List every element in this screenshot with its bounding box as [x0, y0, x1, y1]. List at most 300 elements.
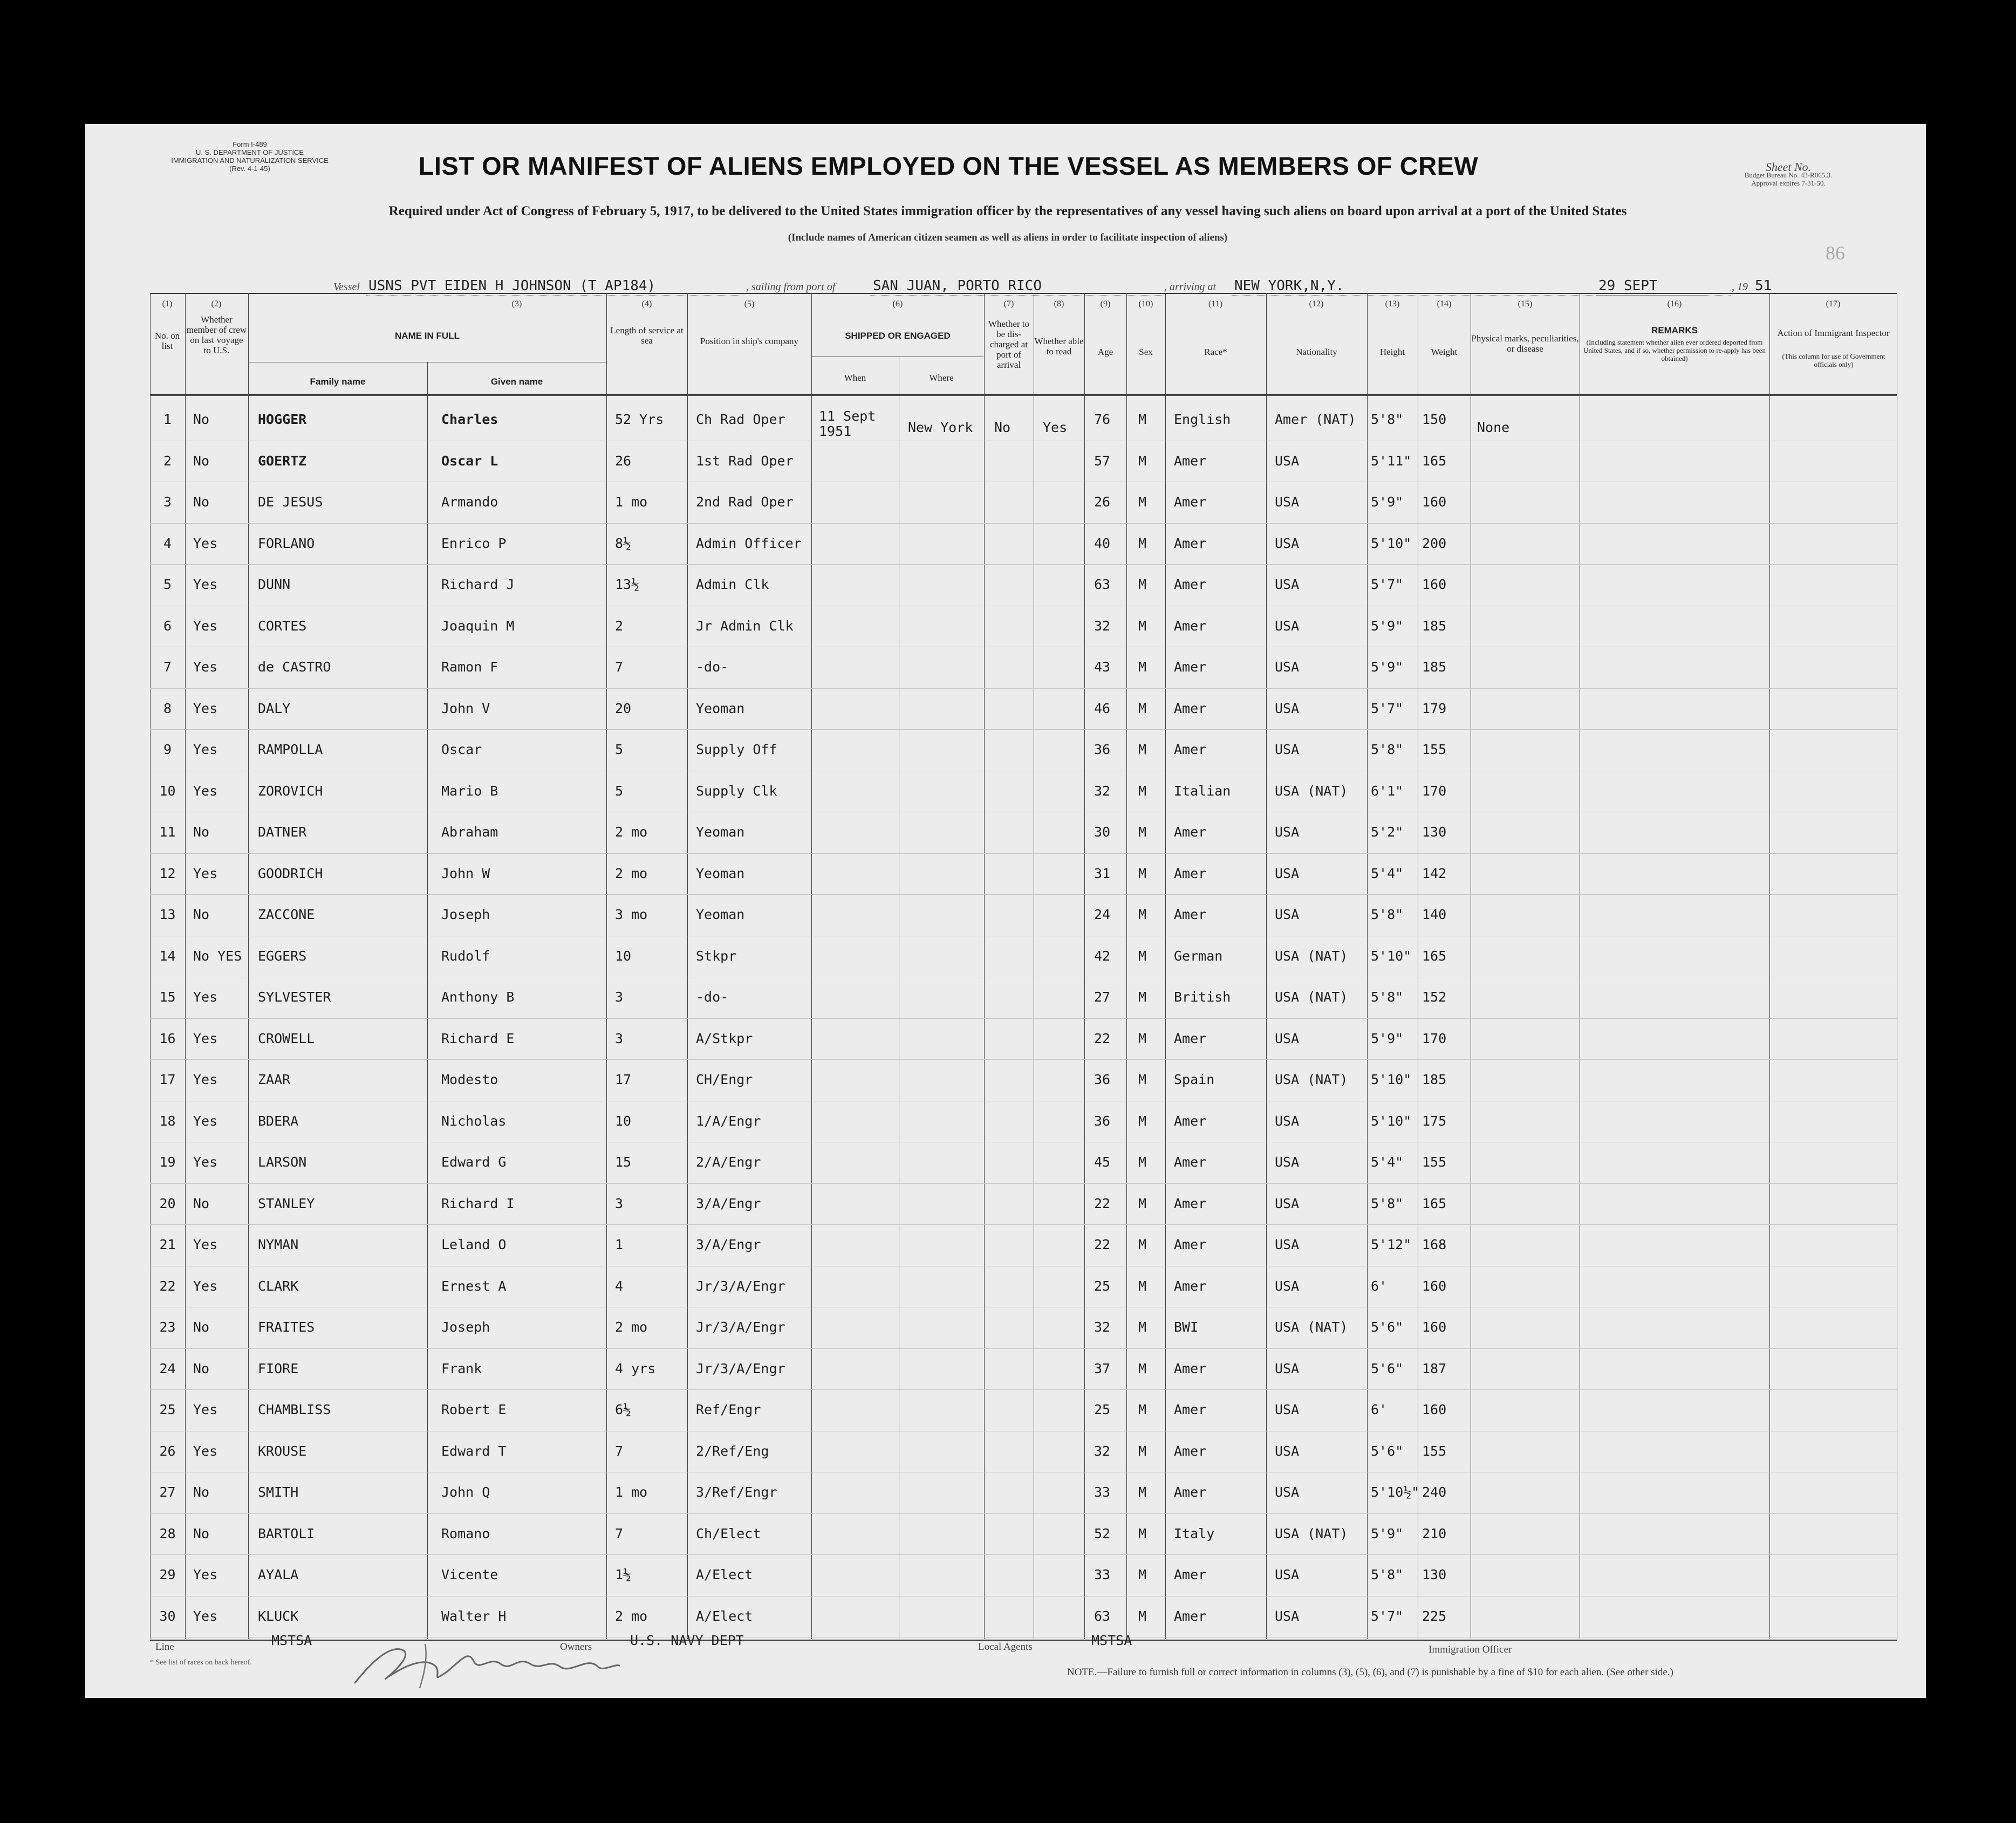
- race: Amer: [1174, 494, 1207, 510]
- penalty-note: NOTE.—Failure to furnish full or correct information in columns (3), (5), (6), and (7) is punishable by a fine of $10 for each alien. (See other side.): [1067, 1667, 1673, 1678]
- age: 26: [1094, 494, 1111, 510]
- sheet-label: Sheet No.: [1765, 160, 1812, 174]
- race: German: [1174, 948, 1223, 964]
- row-number: 16: [159, 1030, 176, 1046]
- position: A/Elect: [696, 1567, 753, 1582]
- race: Amer: [1174, 1113, 1207, 1129]
- sex: M: [1138, 412, 1147, 427]
- row-number: 26: [159, 1443, 176, 1459]
- row-number: 8: [163, 700, 172, 716]
- race: Amer: [1174, 1154, 1207, 1170]
- nationality: USA: [1275, 1030, 1300, 1046]
- length-of-service: 2 mo: [615, 1319, 648, 1335]
- given-name: Vicente: [441, 1567, 498, 1582]
- table-row: [150, 689, 1897, 730]
- length-of-service: 20: [615, 700, 632, 716]
- age: 22: [1094, 1195, 1111, 1211]
- row-number: 3: [163, 494, 172, 510]
- race: Amer: [1174, 824, 1207, 840]
- length-of-service: 5: [615, 783, 624, 799]
- given-name: Robert E: [441, 1402, 507, 1417]
- nationality: USA: [1275, 1567, 1300, 1582]
- column-number: (1): [162, 299, 173, 309]
- column-number: (17): [1826, 299, 1841, 309]
- race: Amer: [1174, 1402, 1207, 1417]
- family-name: FORLANO: [258, 535, 315, 551]
- weight: 130: [1422, 824, 1447, 840]
- weight: 168: [1422, 1237, 1447, 1252]
- sex: M: [1138, 535, 1147, 551]
- length-of-service: 1 mo: [615, 1484, 648, 1500]
- sex: M: [1138, 1195, 1147, 1211]
- table-row: [150, 1390, 1897, 1431]
- table-row: [150, 1019, 1897, 1060]
- nationality: USA (NAT): [1275, 1525, 1348, 1541]
- nationality: USA: [1275, 865, 1300, 881]
- punch-hole: [52, 294, 77, 319]
- column-number: (5): [744, 299, 755, 309]
- position: A/Elect: [696, 1608, 753, 1624]
- given-name: Armando: [441, 494, 498, 510]
- crew-last-voyage: Yes: [193, 742, 218, 757]
- nationality: USA: [1275, 577, 1300, 592]
- sex: M: [1138, 989, 1147, 1005]
- nationality: USA: [1275, 1195, 1300, 1211]
- header-length-of-service: Length of service at sea: [610, 325, 684, 346]
- weight: 160: [1422, 577, 1447, 592]
- position: Yeoman: [696, 907, 745, 922]
- given-name: Ernest A: [441, 1278, 507, 1294]
- given-name: Nicholas: [441, 1113, 507, 1129]
- row-number: 10: [159, 783, 176, 799]
- family-name: KROUSE: [258, 1443, 307, 1459]
- crew-last-voyage: Yes: [193, 1154, 218, 1170]
- row-number: 28: [159, 1525, 176, 1541]
- form-rev: (Rev. 4-1-45): [229, 165, 270, 173]
- table-row: [150, 482, 1897, 524]
- weight: 170: [1422, 783, 1447, 799]
- crew-last-voyage: Yes: [193, 618, 218, 634]
- table-row: [150, 1431, 1897, 1473]
- row-number: 17: [159, 1072, 176, 1087]
- crew-last-voyage: Yes: [193, 1567, 218, 1582]
- row-number: 30: [159, 1608, 176, 1624]
- given-name: Romano: [441, 1525, 490, 1541]
- height: 5'6": [1371, 1360, 1404, 1376]
- header-position: Position in ship's company: [700, 336, 799, 346]
- height: 5'8": [1371, 989, 1404, 1005]
- crew-last-voyage: Yes: [193, 1237, 218, 1252]
- sex: M: [1138, 1154, 1147, 1170]
- sex: M: [1138, 1484, 1147, 1500]
- family-name: NYMAN: [258, 1237, 299, 1252]
- family-name: FIORE: [258, 1360, 299, 1376]
- table-row: [150, 895, 1897, 936]
- position: -do-: [696, 989, 729, 1005]
- race: BWI: [1174, 1319, 1199, 1335]
- race: Amer: [1174, 700, 1207, 716]
- age: 63: [1094, 1608, 1111, 1624]
- row-number: 6: [163, 618, 172, 634]
- position: Supply Clk: [696, 783, 777, 799]
- length-of-service: 2 mo: [615, 865, 648, 881]
- sex: M: [1138, 1567, 1147, 1582]
- age: 25: [1094, 1278, 1111, 1294]
- weight: 175: [1422, 1113, 1447, 1129]
- nationality: USA: [1275, 1484, 1300, 1500]
- nationality: USA (NAT): [1275, 1072, 1348, 1087]
- column-number: (14): [1437, 299, 1452, 309]
- nationality: Amer (NAT): [1275, 412, 1356, 427]
- form-dept: U. S. DEPARTMENT OF JUSTICE: [195, 148, 304, 156]
- punch-hole: [52, 1486, 77, 1511]
- height: 6': [1371, 1278, 1388, 1294]
- age: 46: [1094, 700, 1111, 716]
- column-number: (10): [1138, 299, 1153, 309]
- family-name: CLARK: [258, 1278, 299, 1294]
- length-of-service: 3: [615, 1030, 624, 1046]
- given-name: Abraham: [441, 824, 498, 840]
- length-of-service: 5: [615, 742, 624, 757]
- signature: [344, 1634, 625, 1694]
- table-row: [150, 1472, 1897, 1514]
- age: 36: [1094, 1113, 1111, 1129]
- weight: 200: [1422, 535, 1447, 551]
- family-name: KLUCK: [258, 1608, 299, 1624]
- height: 5'9": [1371, 618, 1404, 634]
- nationality: USA: [1275, 618, 1300, 634]
- row-number: 9: [163, 742, 172, 757]
- header-immigrant-inspector: Action of Immigrant Inspector: [1777, 328, 1890, 338]
- height: 6': [1371, 1402, 1388, 1417]
- position: Yeoman: [696, 865, 745, 881]
- form-meta: [142, 140, 358, 173]
- nationality: USA (NAT): [1275, 948, 1348, 964]
- sex: M: [1138, 1319, 1147, 1335]
- given-name: Modesto: [441, 1072, 498, 1087]
- length-of-service: 2: [615, 618, 624, 634]
- position: CH/Engr: [696, 1072, 753, 1087]
- weight: 165: [1422, 948, 1447, 964]
- given-name: Joaquin M: [441, 618, 515, 634]
- given-name: Mario B: [441, 783, 498, 799]
- height: 5'10½": [1371, 1484, 1420, 1500]
- weight: 210: [1422, 1525, 1447, 1541]
- age: 32: [1094, 1319, 1111, 1335]
- crew-last-voyage: No: [193, 824, 210, 840]
- age: 30: [1094, 824, 1111, 840]
- weight: 160: [1422, 1402, 1447, 1417]
- sex: M: [1138, 742, 1147, 757]
- footnote: * See list of races on back hereof.: [150, 1658, 252, 1667]
- year-label: , 19: [1732, 281, 1748, 293]
- race: British: [1174, 989, 1231, 1005]
- row-number: 19: [159, 1154, 176, 1170]
- crew-last-voyage: Yes: [193, 1278, 218, 1294]
- position: Ch Rad Oper: [696, 412, 785, 427]
- given-name: Oscar L: [441, 453, 498, 469]
- nationality: USA: [1275, 907, 1300, 922]
- sex: M: [1138, 1402, 1147, 1417]
- position: Yeoman: [696, 824, 745, 840]
- sex: M: [1138, 1030, 1147, 1046]
- table-row: [150, 441, 1897, 483]
- form-service: IMMIGRATION AND NATURALIZATION SERVICE: [171, 156, 329, 165]
- header-inspector-note: (This column for use of Government officials only): [1782, 352, 1885, 368]
- footer-officer-label: Immigration Officer: [1429, 1644, 1512, 1655]
- table-row: [150, 1060, 1897, 1101]
- age: 45: [1094, 1154, 1111, 1170]
- position: 3/A/Engr: [696, 1195, 761, 1211]
- given-name: Richard I: [441, 1195, 515, 1211]
- weight: 155: [1422, 742, 1447, 757]
- sex: M: [1138, 948, 1147, 964]
- row-number: 1: [163, 412, 172, 427]
- age: 33: [1094, 1567, 1111, 1582]
- punch-hole: [52, 1135, 77, 1160]
- given-name: Joseph: [441, 907, 490, 922]
- height: 5'4": [1371, 865, 1404, 881]
- family-name: CROWELL: [258, 1030, 315, 1046]
- length-of-service: 3: [615, 989, 624, 1005]
- weight: 155: [1422, 1443, 1447, 1459]
- weight: 225: [1422, 1608, 1447, 1624]
- height: 5'2": [1371, 824, 1404, 840]
- nationality: USA: [1275, 1402, 1300, 1417]
- sailing-label: , sailing from port of: [746, 281, 836, 293]
- family-name: DUNN: [258, 577, 291, 592]
- age: 27: [1094, 989, 1111, 1005]
- height: 5'8": [1371, 742, 1404, 757]
- header-age: Age: [1097, 347, 1113, 357]
- crew-last-voyage: Yes: [193, 865, 218, 881]
- from-port: SAN JUAN, PORTO RICO: [873, 278, 1042, 294]
- age: 32: [1094, 618, 1111, 634]
- punch-hole: [52, 1580, 77, 1605]
- table-row: [150, 771, 1897, 813]
- nationality: USA: [1275, 1608, 1300, 1624]
- weight: 130: [1422, 1567, 1447, 1582]
- weight: 160: [1422, 1278, 1447, 1294]
- table-row: [150, 1514, 1897, 1555]
- height: 5'7": [1371, 700, 1404, 716]
- form-number: Form I-489: [233, 140, 267, 148]
- position: 3/Ref/Engr: [696, 1484, 777, 1500]
- row-number: 20: [159, 1195, 176, 1211]
- given-name: Charles: [441, 412, 498, 427]
- length-of-service: 10: [615, 948, 632, 964]
- height: 5'7": [1371, 577, 1404, 592]
- height: 5'10": [1371, 535, 1412, 551]
- crew-last-voyage: Yes: [193, 577, 218, 592]
- length-of-service: 7: [615, 1525, 624, 1541]
- budget-bureau: Budget Bureau No. 43-R065.3.: [1744, 171, 1833, 179]
- family-name: de CASTRO: [258, 659, 331, 675]
- given-name: Frank: [441, 1360, 482, 1376]
- length-of-service: 4: [615, 1278, 624, 1294]
- subnote: (Include names of American citizen seamen as well as aliens in order to facilitate inspection of aliens): [788, 232, 1228, 243]
- position: 2nd Rad Oper: [696, 494, 794, 510]
- age: 63: [1094, 577, 1111, 592]
- row-number: 11: [159, 824, 176, 840]
- row-number: 27: [159, 1484, 176, 1500]
- height: 5'12": [1371, 1237, 1412, 1252]
- column-number: (13): [1385, 299, 1400, 309]
- age: 57: [1094, 453, 1111, 469]
- given-name: Anthony B: [441, 989, 515, 1005]
- length-of-service: 26: [615, 453, 632, 469]
- length-of-service: 3 mo: [615, 907, 648, 922]
- sex: M: [1138, 1278, 1147, 1294]
- given-name: Joseph: [441, 1319, 490, 1335]
- age: 52: [1094, 1525, 1111, 1541]
- sex: M: [1138, 865, 1147, 881]
- position: Ch/Elect: [696, 1525, 761, 1541]
- given-name: Richard E: [441, 1030, 515, 1046]
- crew-last-voyage: Yes: [193, 659, 218, 675]
- sex: M: [1138, 700, 1147, 716]
- age: 43: [1094, 659, 1111, 675]
- punch-hole: [52, 645, 77, 669]
- sex: M: [1138, 577, 1147, 592]
- row-number: 23: [159, 1319, 176, 1335]
- race: Italian: [1174, 783, 1231, 799]
- race: Amer: [1174, 1608, 1207, 1624]
- table-row: [150, 977, 1897, 1019]
- position: Supply Off: [696, 742, 777, 757]
- position: 1/A/Engr: [696, 1113, 761, 1129]
- crew-last-voyage: No: [193, 1484, 210, 1500]
- sheet-number-block: [1707, 160, 1869, 187]
- nationality: USA: [1275, 700, 1300, 716]
- table-row: [150, 1349, 1897, 1390]
- height: 5'9": [1371, 659, 1404, 675]
- family-name: HOGGER: [258, 412, 307, 427]
- arrival-year: 51: [1755, 278, 1772, 294]
- position: 3/A/Engr: [696, 1237, 761, 1252]
- header-able-to-read: Whether able to read: [1034, 336, 1084, 357]
- height: 5'4": [1371, 1154, 1404, 1170]
- row-number: 15: [159, 989, 176, 1005]
- age: 31: [1094, 865, 1111, 881]
- given-name: John V: [441, 700, 490, 716]
- nationality: USA: [1275, 1278, 1300, 1294]
- row-number: 14: [159, 948, 176, 964]
- sex: M: [1138, 1525, 1147, 1541]
- nationality: USA (NAT): [1275, 783, 1348, 799]
- arriving-label: , arriving at: [1164, 281, 1217, 293]
- position: Jr Admin Clk: [696, 618, 794, 634]
- approval-expiry: Approval expires 7-31-50.: [1751, 179, 1826, 187]
- height: 6'1": [1371, 783, 1404, 799]
- race: English: [1174, 412, 1231, 427]
- nationality: USA: [1275, 1154, 1300, 1170]
- header-sex: Sex: [1139, 347, 1153, 357]
- crew-last-voyage: Yes: [193, 1402, 218, 1417]
- age: 76: [1094, 412, 1111, 427]
- table-row: [150, 730, 1897, 771]
- height: 5'10": [1371, 1072, 1412, 1087]
- given-name: Richard J: [441, 577, 515, 592]
- weight: 240: [1422, 1484, 1447, 1500]
- manifest-sheet: [85, 124, 1926, 1698]
- row-number: 13: [159, 907, 176, 922]
- column-number: (15): [1518, 299, 1533, 309]
- to-port: NEW YORK,N,Y.: [1234, 278, 1344, 294]
- position: -do-: [696, 659, 729, 675]
- age: 33: [1094, 1484, 1111, 1500]
- column-number: (6): [892, 299, 903, 309]
- position: Admin Officer: [696, 535, 802, 551]
- header-shipped-where: Where: [929, 373, 954, 383]
- length-of-service: 13½: [615, 577, 640, 592]
- sex: M: [1138, 783, 1147, 799]
- race: Amer: [1174, 742, 1207, 757]
- race: Amer: [1174, 618, 1207, 634]
- footer-agents-label: Local Agents: [978, 1641, 1033, 1653]
- crew-last-voyage: No: [193, 494, 210, 510]
- header-nationality: Nationality: [1296, 347, 1337, 357]
- age: 22: [1094, 1237, 1111, 1252]
- family-name: CORTES: [258, 618, 307, 634]
- row-number: 12: [159, 865, 176, 881]
- subtitle: Required under Act of Congress of February 5, 1917, to be delivered to the United States immigration officer by the representatives of any vessel having such aliens on board upon arrival at a port of the United States: [388, 204, 1627, 218]
- row-number: 7: [163, 659, 172, 675]
- race: Amer: [1174, 1360, 1207, 1376]
- column-number: (7): [1003, 299, 1014, 309]
- table-row: [150, 936, 1897, 978]
- column-number: (4): [641, 299, 652, 309]
- height: 5'10": [1371, 948, 1412, 964]
- family-name: SMITH: [258, 1484, 299, 1500]
- footer-owners-label: Owners: [560, 1641, 592, 1653]
- table-row: [150, 524, 1897, 565]
- shipped-when-value: 11 Sept 1951: [819, 408, 876, 439]
- race: Amer: [1174, 1567, 1207, 1582]
- page-number: 86: [1826, 242, 1845, 264]
- header-race: Race*: [1204, 347, 1227, 357]
- age: 22: [1094, 1030, 1111, 1046]
- row-number: 2: [163, 453, 172, 469]
- crew-last-voyage: Yes: [193, 783, 218, 799]
- row-number: 24: [159, 1360, 176, 1376]
- sex: M: [1138, 1237, 1147, 1252]
- race: Italy: [1174, 1525, 1215, 1541]
- header-shipped-engaged: SHIPPED OR ENGAGED: [845, 331, 951, 341]
- family-name: BARTOLI: [258, 1525, 315, 1541]
- weight: 160: [1422, 494, 1447, 510]
- table-row: [150, 647, 1897, 689]
- header-family-name: Family name: [310, 376, 366, 387]
- race: Amer: [1174, 865, 1207, 881]
- weight: 187: [1422, 1360, 1447, 1376]
- height: 5'7": [1371, 1608, 1404, 1624]
- race: Spain: [1174, 1072, 1215, 1087]
- sex: M: [1138, 907, 1147, 922]
- column-number: (3): [511, 299, 522, 309]
- header-discharged: Whether to be dis-charged at port of arrival: [988, 319, 1029, 370]
- sex: M: [1138, 618, 1147, 634]
- header-crew-last-voyage: Whether member of crew on last voyage to U.S.: [186, 314, 247, 355]
- race: Amer: [1174, 1030, 1207, 1046]
- discharged-value: No: [994, 420, 1011, 435]
- race: Amer: [1174, 1278, 1207, 1294]
- punch-hole: [52, 1230, 77, 1255]
- length-of-service: 1 mo: [615, 494, 648, 510]
- able-to-read-value: Yes: [1043, 420, 1068, 435]
- weight: 155: [1422, 1154, 1447, 1170]
- height: 5'11": [1371, 453, 1412, 469]
